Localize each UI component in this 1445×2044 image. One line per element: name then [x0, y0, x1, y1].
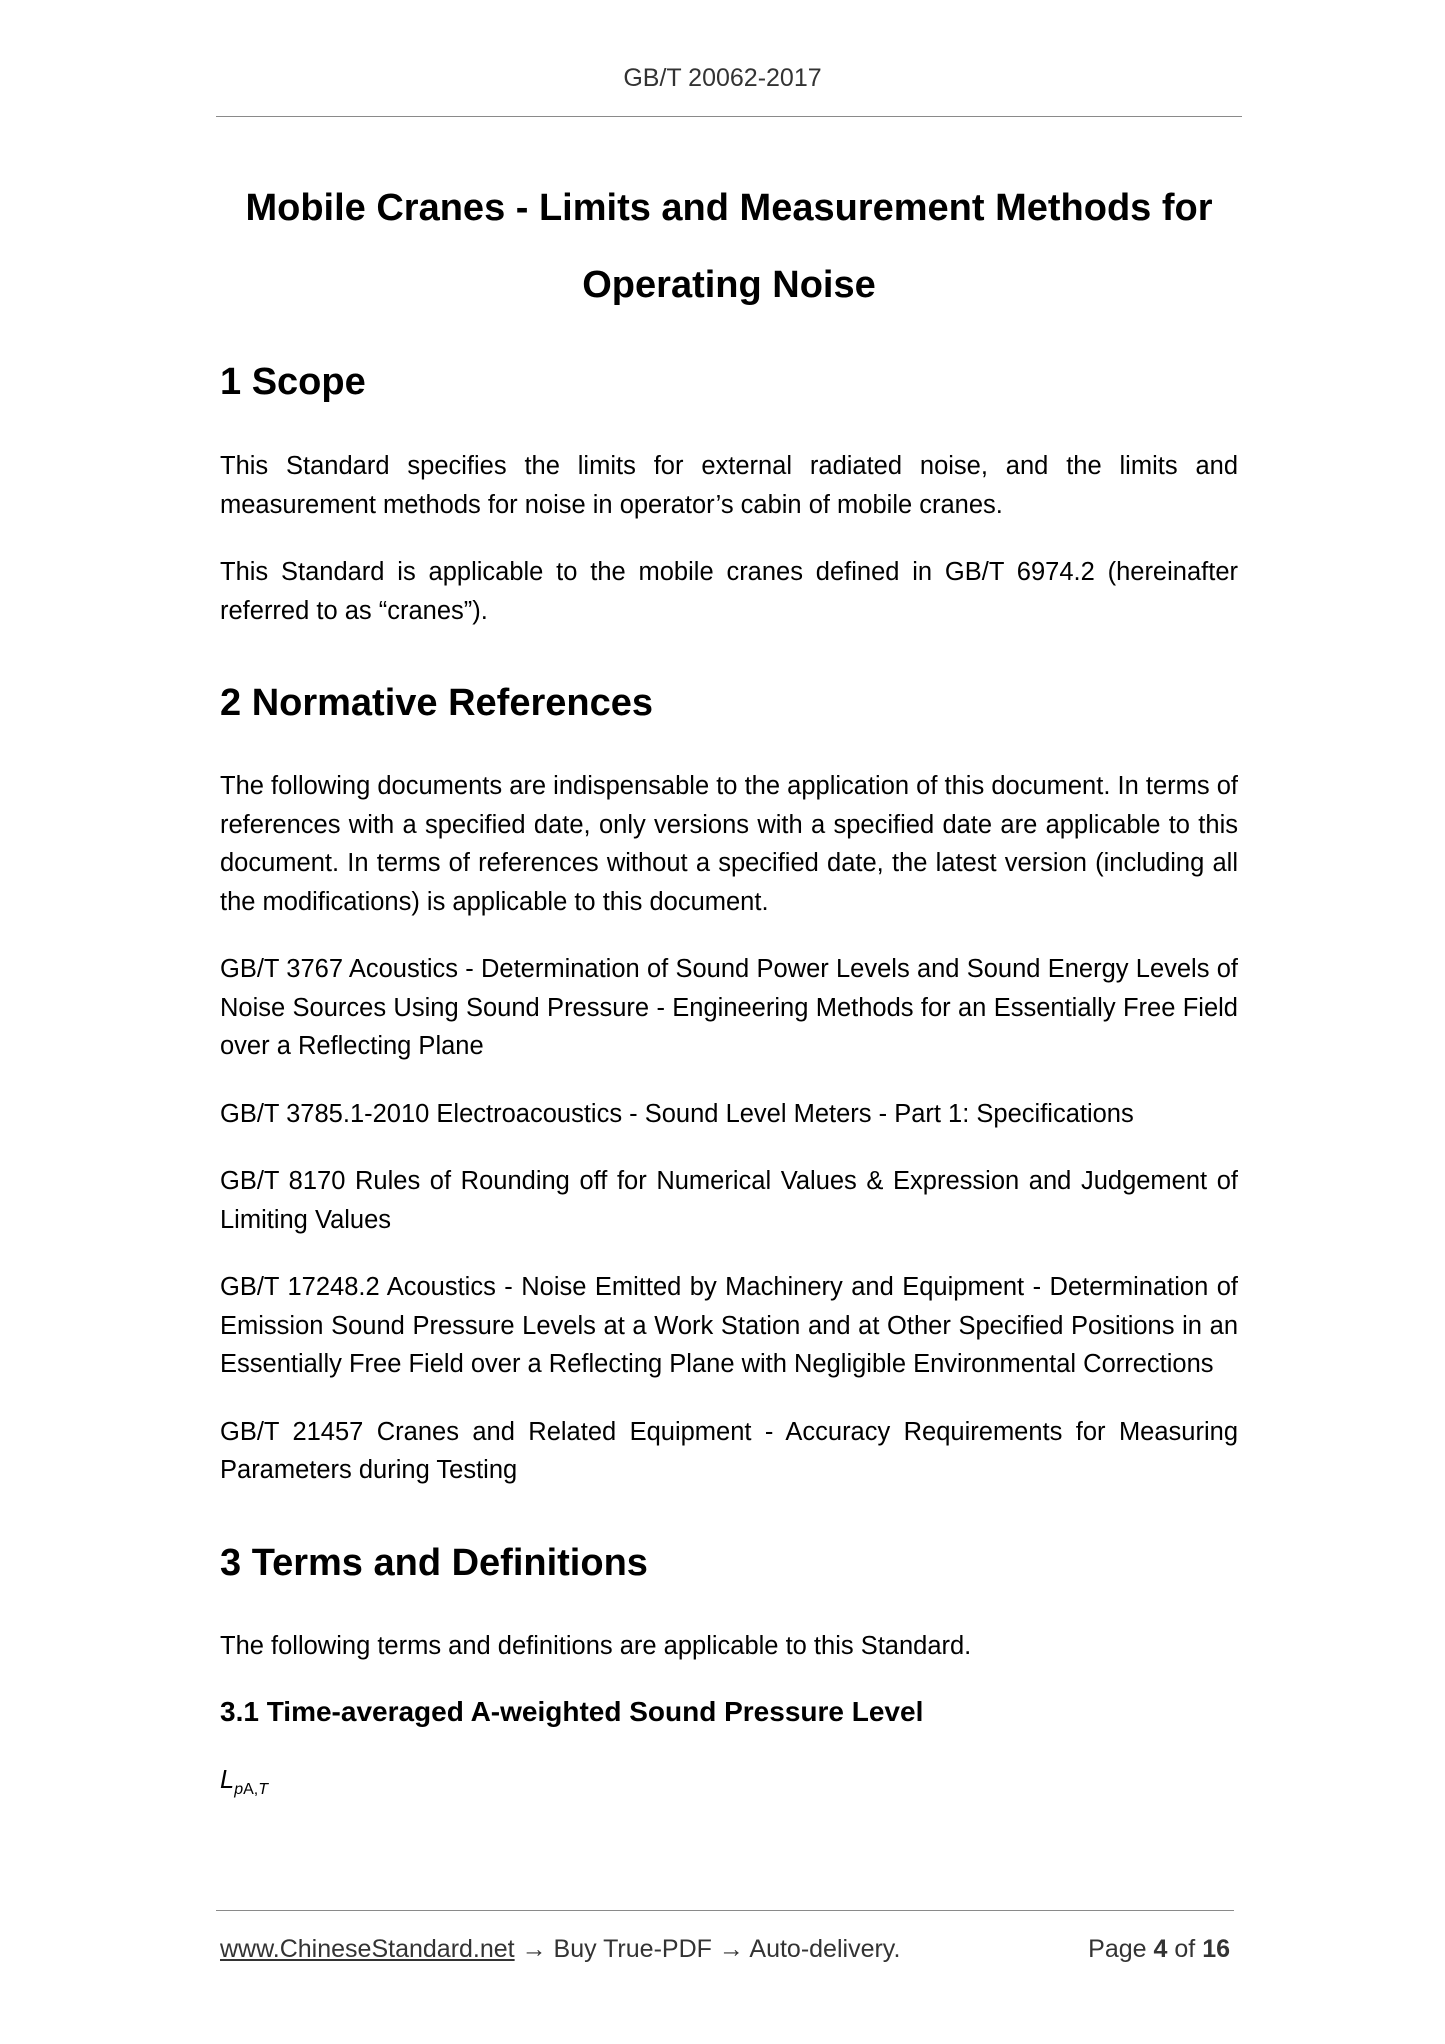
- page-footer: [220, 1935, 1230, 1964]
- subsection-heading-3-1: 3.1 Time-averaged A-weighted Sound Pressure Level: [220, 1696, 924, 1727]
- reference-item: GB/T 3785.1-2010 Electroacoustics - Sound Level Meters - Part 1: Specifications: [220, 1099, 1134, 1128]
- reference-item: GB/T 3767 Acoustics - Determination of Sound Power Levels and Sound Energy Levels of Noise Sources Using Sound Pressure - Engineering Methods for an Essentially Free Field over a Reflecting Plane: [220, 955, 1238, 1060]
- header-doc-code: GB/T 20062-2017: [623, 64, 822, 92]
- term-symbol-sub-t: T: [258, 1781, 268, 1799]
- page-total: 16: [1202, 1935, 1230, 1963]
- page-label: Page: [1088, 1935, 1147, 1963]
- normative-intro-paragraph: The following documents are indispensable to the application of this document. In terms of references with a specified date, only versions with a specified date are applicable to this document. In terms of references without a specified date, the latest version (including all the modifications) is applicable to this document.: [220, 772, 1238, 916]
- term-symbol-sub-a: A,: [243, 1781, 259, 1799]
- document-title: [216, 170, 1242, 324]
- scope-paragraph-2: This Standard is applicable to the mobile cranes defined in GB/T 6974.2 (hereinafter referred to as “cranes”).: [220, 558, 1238, 625]
- document-title-line2: Operating Noise: [582, 264, 876, 306]
- chinesestandard-link[interactable]: www.ChineseStandard.net: [220, 1935, 515, 1963]
- term-symbol-sub-p: p: [234, 1781, 244, 1799]
- document-title-line1: Mobile Cranes - Limits and Measurement Methods for: [245, 187, 1213, 229]
- term-symbol: [220, 1761, 1238, 1809]
- section-heading-normative-references: 2 Normative References: [220, 682, 653, 724]
- reference-item: GB/T 8170 Rules of Rounding off for Numerical Values & Expression and Judgement of Limiting Values: [220, 1167, 1238, 1234]
- header-divider: [216, 116, 1242, 117]
- footer-promo-text: → Buy True-PDF → Auto-delivery.: [514, 1935, 901, 1963]
- page-of: of: [1174, 1935, 1196, 1963]
- section-heading-scope: 1 Scope: [220, 361, 366, 403]
- reference-item: GB/T 21457 Cranes and Related Equipment - Accuracy Requirements for Measuring Parameters during Testing: [220, 1417, 1238, 1484]
- term-symbol-main: L: [220, 1766, 235, 1794]
- terms-intro-paragraph: The following terms and definitions are applicable to this Standard.: [220, 1631, 972, 1660]
- page-number: [1088, 1935, 1230, 1964]
- document-body: [220, 352, 1238, 1809]
- reference-item: GB/T 17248.2 Acoustics - Noise Emitted by Machinery and Equipment - Determination of Emission Sound Pressure Levels at a Work Station and at Other Specified Positions in an Essentially Free Field over a Reflecting Plane with Negligible Environmental Corrections: [220, 1273, 1238, 1378]
- scope-paragraph-1: This Standard specifies the limits for external radiated noise, and the limits and measurement methods for noise in operator’s cabin of mobile cranes.: [220, 452, 1238, 519]
- page-current: 4: [1153, 1935, 1168, 1963]
- section-heading-terms-and-definitions: 3 Terms and Definitions: [220, 1541, 648, 1584]
- footer-divider: [216, 1910, 1234, 1911]
